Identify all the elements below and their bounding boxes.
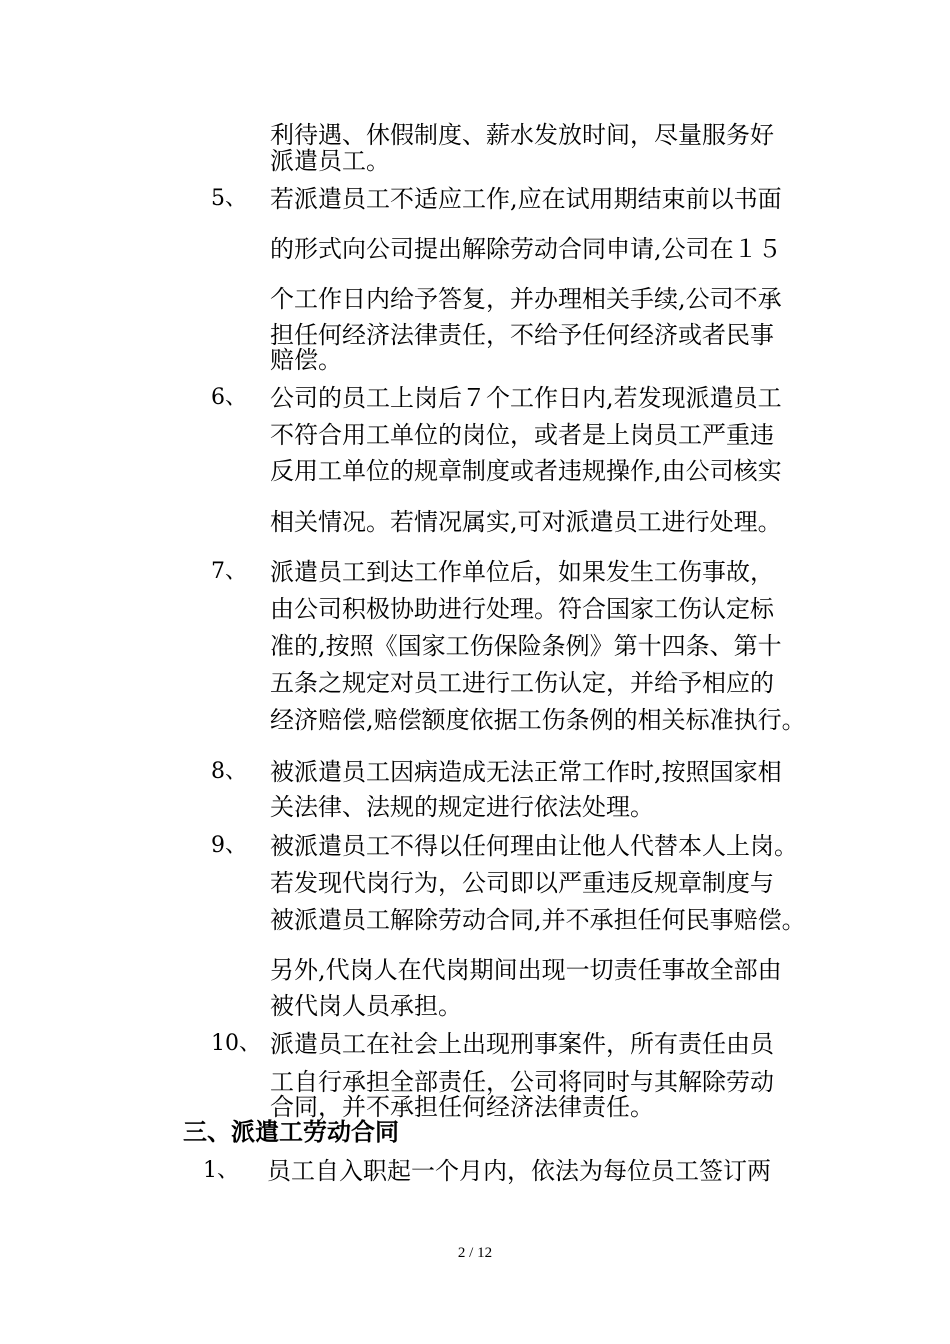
text-line: 个工作日内给予答复，并办理相关手续,公司不承 xyxy=(270,285,782,313)
item-number: 7、 xyxy=(211,559,247,584)
text-line: 员工自入职起一个月内，依法为每位员工签订两 xyxy=(267,1157,771,1185)
item-number: 9、 xyxy=(211,833,247,858)
text-line: 准的,按照《国家工伤保险条例》第十四条、第十 xyxy=(270,632,782,660)
text-line: 不符合用工单位的岗位，或者是上岗员工严重违 xyxy=(270,421,774,449)
text-line: 五条之规定对员工进行工伤认定，并给予相应的 xyxy=(270,669,774,697)
page-number: 2 / 12 xyxy=(457,1245,493,1261)
item-number: 6、 xyxy=(211,385,247,410)
text-line: 由公司积极协助进行处理。符合国家工伤认定标 xyxy=(270,595,774,623)
text-line: 被派遣员工解除劳动合同,并不承担任何民事赔偿。 xyxy=(270,906,806,934)
section-heading: 三、派遣工劳动合同 xyxy=(183,1118,399,1146)
text-line: 相关情况。若情况属实,可对派遣员工进行处理。 xyxy=(270,508,782,536)
text-line: 被代岗人员承担。 xyxy=(270,992,462,1020)
text-line: 派遣员工在社会上出现刑事案件，所有责任由员 xyxy=(270,1030,774,1058)
text-line: 关法律、法规的规定进行依法处理。 xyxy=(270,793,654,821)
item-number: 5、 xyxy=(211,186,247,211)
text-line: 被派遣员工因病造成无法正常工作时,按照国家相 xyxy=(270,758,782,786)
text-line: 若派遣员工不适应工作,应在试用期结束前以书面 xyxy=(270,185,782,213)
item-number: 8、 xyxy=(211,759,247,784)
text-line: 公司的员工上岗后７个工作日内,若发现派遣员工 xyxy=(270,384,782,412)
text-line: 合同，并不承担任何经济法律责任。 xyxy=(270,1093,654,1121)
text-line: 担任何经济法律责任，不给予任何经济或者民事 xyxy=(270,321,774,349)
text-line: 的形式向公司提出解除劳动合同申请,公司在１５ xyxy=(270,235,782,263)
text-line: 被派遣员工不得以任何理由让他人代替本人上岗。 xyxy=(270,832,798,860)
text-line: 派遣员工。 xyxy=(270,147,390,175)
text-line: 工自行承担全部责任，公司将同时与其解除劳动 xyxy=(270,1068,774,1096)
text-line: 利待遇、休假制度、薪水发放时间，尽量服务好 xyxy=(270,121,774,149)
text-line: 另外,代岗人在代岗期间出现一切责任事故全部由 xyxy=(270,956,782,984)
item-number: 10、 xyxy=(211,1031,261,1056)
text-line: 若发现代岗行为，公司即以严重违反规章制度与 xyxy=(270,869,774,897)
item-number: 1、 xyxy=(203,1158,239,1183)
text-line: 反用工单位的规章制度或者违规操作,由公司核实 xyxy=(270,457,782,485)
text-line: 经济赔偿,赔偿额度依据工伤条例的相关标准执行。 xyxy=(270,706,806,734)
text-line: 赔偿。 xyxy=(270,346,342,374)
text-line: 派遣员工到达工作单位后，如果发生工伤事故， xyxy=(270,558,774,586)
